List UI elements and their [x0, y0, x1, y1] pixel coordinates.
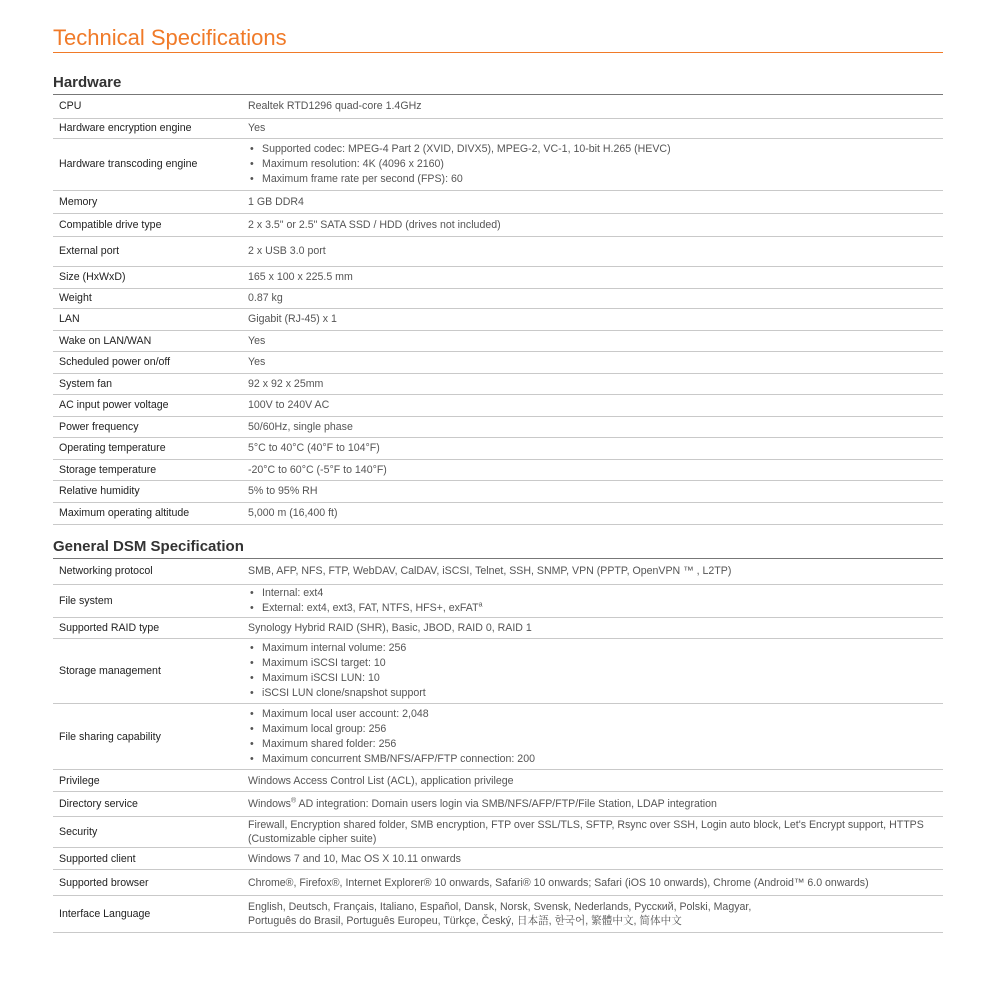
spec-row-system-fan: [53, 373, 943, 394]
spec-value: 1 GB DDR4: [248, 190, 943, 213]
spec-value: 2 x 3.5" or 2.5" SATA SSD / HDD (drives not included): [248, 213, 943, 236]
spec-row-security: [53, 817, 943, 848]
spec-label: Operating temperature: [53, 437, 248, 459]
spec-bullet-list: [248, 641, 943, 701]
spec-label: Supported RAID type: [53, 618, 248, 639]
spec-row-compatible-drive-type: [53, 213, 943, 236]
spec-label: Directory service: [53, 792, 248, 817]
spec-row-supported-client: [53, 848, 943, 870]
spec-label: File sharing capability: [53, 704, 248, 770]
spec-value: Yes: [248, 118, 943, 138]
spec-bullet-item: • Supported codec: MPEG-4 Part 2 (XVID, DIVX5), MPEG-2, VC-1, 10-bit H.265 (HEVC): [248, 142, 943, 157]
spec-row-storage-temperature: [53, 459, 943, 480]
spec-label: File system: [53, 585, 248, 618]
spec-bullet-item: • iSCSI LUN clone/snapshot support: [248, 686, 943, 701]
spec-label: External port: [53, 236, 248, 266]
spec-bullet-item: • External: ext4, ext3, FAT, NTFS, HFS+, exFAT$^a$: [248, 601, 943, 616]
spec-row-supported-raid-type: [53, 618, 943, 639]
spec-bullet-item: • Maximum local user account: 2,048: [248, 707, 943, 722]
spec-value: 5°C to 40°C (40°F to 104°F): [248, 437, 943, 459]
spec-row-external-port: [53, 236, 943, 266]
spec-value: Synology Hybrid RAID (SHR), Basic, JBOD, RAID 0, RAID 1: [248, 618, 943, 639]
spec-label: Privilege: [53, 770, 248, 792]
spec-bullet-item: • Maximum iSCSI LUN: 10: [248, 671, 943, 686]
spec-value: Windows 7 and 10, Mac OS X 10.11 onwards: [248, 848, 943, 870]
spec-label: Relative humidity: [53, 480, 248, 502]
spec-label: System fan: [53, 373, 248, 394]
spec-row-scheduled-power-on-off: [53, 351, 943, 373]
spec-label: Hardware transcoding engine: [53, 138, 248, 190]
spec-label: Weight: [53, 288, 248, 308]
spec-row-hardware-transcoding-engine: [53, 138, 943, 190]
spec-label: Storage temperature: [53, 459, 248, 480]
spec-value: [248, 896, 943, 933]
spec-label: Supported browser: [53, 870, 248, 896]
spec-label: Hardware encryption engine: [53, 118, 248, 138]
spec-row-networking-protocol: [53, 559, 943, 585]
spec-value: -20°C to 60°C (-5°F to 140°F): [248, 459, 943, 480]
spec-bullet-item: • Maximum frame rate per second (FPS): 60: [248, 172, 943, 187]
spec-label: Security: [53, 817, 248, 848]
spec-value: [248, 704, 943, 770]
spec-value: 50/60Hz, single phase: [248, 416, 943, 437]
spec-value: Windows® AD integration: Domain users login via SMB/NFS/AFP/FTP/File Station, LDAP integration: [248, 792, 943, 817]
spec-value: 5,000 m (16,400 ft): [248, 502, 943, 524]
spec-value: Gigabit (RJ-45) x 1: [248, 308, 943, 330]
spec-row-interface-language: [53, 896, 943, 933]
spec-row-supported-browser: [53, 870, 943, 896]
spec-bullet-item: • Maximum shared folder: 256: [248, 737, 943, 752]
spec-bullet-item: • Internal: ext4: [248, 586, 943, 601]
spec-value: [248, 138, 943, 190]
spec-label: Memory: [53, 190, 248, 213]
spec-row-ac-input-power-voltage: [53, 394, 943, 416]
spec-bullet-list: [248, 707, 943, 767]
spec-row-relative-humidity: [53, 480, 943, 502]
spec-row-file-system: [53, 585, 943, 618]
spec-label: Maximum operating altitude: [53, 502, 248, 524]
spec-value: 5% to 95% RH: [248, 480, 943, 502]
spec-row-operating-temperature: [53, 437, 943, 459]
spec-bullet-item: • Maximum concurrent SMB/NFS/AFP/FTP connection: 200: [248, 752, 943, 767]
spec-value: [248, 817, 943, 848]
spec-value: [248, 639, 943, 704]
spec-label: Compatible drive type: [53, 213, 248, 236]
spec-value: 0.87 kg: [248, 288, 943, 308]
spec-bullet-item: • Maximum iSCSI target: 10: [248, 656, 943, 671]
spec-bullet-item: • Maximum local group: 256: [248, 722, 943, 737]
spec-value: 92 x 92 x 25mm: [248, 373, 943, 394]
spec-bullet-list: [248, 586, 943, 616]
spec-value: 100V to 240V AC: [248, 394, 943, 416]
spec-row-directory-service: [53, 792, 943, 817]
spec-row-lan: [53, 308, 943, 330]
spec-row-cpu: [53, 95, 943, 118]
spec-label: Size (HxWxD): [53, 266, 248, 288]
spec-label: AC input power voltage: [53, 394, 248, 416]
spec-row-privilege: [53, 770, 943, 792]
spec-value-line: Português do Brasil, Português Europeu, Türkçe, Český, 日本語, 한국어, 繁體中文, 简体中文: [248, 915, 682, 927]
spec-value-line: (Customizable cipher suite): [248, 833, 377, 845]
spec-sheet: [53, 0, 943, 933]
spec-label: Supported client: [53, 848, 248, 870]
spec-value: Windows Access Control List (ACL), application privilege: [248, 770, 943, 792]
registered-mark: ®: [290, 797, 297, 805]
spec-value: [248, 585, 943, 618]
hardware-spec-table: [53, 95, 943, 525]
spec-label: Power frequency: [53, 416, 248, 437]
spec-value: Chrome®, Firefox®, Internet Explorer® 10 onwards, Safari® 10 onwards; Safari (iOS 10 onwards), Chrome (Android™ 6.0 onwards): [248, 870, 943, 896]
dsm-section-title: General DSM Specification: [53, 538, 943, 559]
spec-row-weight: [53, 288, 943, 308]
spec-value-line: English, Deutsch, Français, Italiano, Español, Dansk, Norsk, Svensk, Nederlands, Русский, Polski, Magyar,: [248, 901, 752, 913]
spec-value: Yes: [248, 330, 943, 351]
spec-value: 2 x USB 3.0 port: [248, 236, 943, 266]
footnote-marker: a: [478, 601, 483, 609]
spec-label: LAN: [53, 308, 248, 330]
spec-row-file-sharing-capability: [53, 704, 943, 770]
spec-value: SMB, AFP, NFS, FTP, WebDAV, CalDAV, iSCSI, Telnet, SSH, SNMP, VPN (PPTP, OpenVPN ™ , L2TP): [248, 559, 943, 585]
spec-value: Yes: [248, 351, 943, 373]
dsm-spec-table: [53, 559, 943, 934]
spec-row-storage-management: [53, 639, 943, 704]
spec-label: Storage management: [53, 639, 248, 704]
spec-value: Realtek RTD1296 quad-core 1.4GHz: [248, 95, 943, 118]
spec-row-memory: [53, 190, 943, 213]
spec-row-size-hxwxd: [53, 266, 943, 288]
spec-label: Wake on LAN/WAN: [53, 330, 248, 351]
spec-row-maximum-operating-altitude: [53, 502, 943, 524]
spec-label: Interface Language: [53, 896, 248, 933]
spec-bullet-list: [248, 142, 943, 187]
spec-bullet-item: • Maximum internal volume: 256: [248, 641, 943, 656]
spec-row-power-frequency: [53, 416, 943, 437]
spec-value: 165 x 100 x 225.5 mm: [248, 266, 943, 288]
spec-label: Networking protocol: [53, 559, 248, 585]
spec-value-line: Firewall, Encryption shared folder, SMB encryption, FTP over SSL/TLS, SFTP, Rsync over SSH, Login auto block, Let's Encrypt support, HTTPS: [248, 819, 924, 831]
spec-label: Scheduled power on/off: [53, 351, 248, 373]
spec-label: CPU: [53, 95, 248, 118]
spec-row-wake-on-lan-wan: [53, 330, 943, 351]
page-title: Technical Specifications: [53, 26, 943, 53]
hardware-section-title: Hardware: [53, 74, 943, 95]
spec-bullet-item: • Maximum resolution: 4K (4096 x 2160): [248, 157, 943, 172]
spec-row-hardware-encryption-engine: [53, 118, 943, 138]
